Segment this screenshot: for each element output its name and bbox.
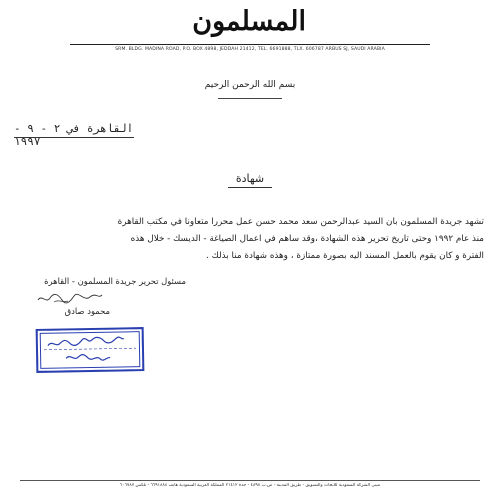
letterhead-footer: مبنى الشركة السعودية للأبحاث والتسويق - طريق المدينة - ص.ب ٤٨٩٨ - جدة ٢١٤١٢ المملكة العربية السعودية هاتف ٦٦٩١٨٨٨ - تلكس ٦٠٦٧٨٧ — [119, 483, 381, 488]
basmala: بسم الله الرحمن الرحيم — [204, 80, 296, 90]
newspaper-logo — [192, 4, 306, 40]
basmala-underline — [218, 98, 282, 99]
signer-name: محمود صادق — [64, 306, 110, 316]
logo-text: المسلمون — [192, 6, 306, 37]
body-line: الفترة و كان يقوم بالعمل المسند اليه بصورة ممتازة ، وهذه شهادة منا بذلك . — [206, 251, 484, 261]
certificate-body — [12, 214, 484, 265]
date-underline — [14, 137, 134, 138]
header-divider — [70, 44, 430, 45]
company-stamp — [36, 327, 145, 373]
body-line: تشهد جريدة المسلمون بان السيد عبدالرحمن سعد محمد حسن عمل محررا متعاونا في مكتب القاهرة — [117, 217, 484, 227]
signer-title: مسئول تحرير جريدة المسلمون - القاهرة — [44, 276, 186, 286]
handwritten-signature — [34, 290, 104, 306]
title-underline — [228, 187, 272, 188]
body-line: منذ عام ١٩٩٢ وحتى تاريخ تحرير هذه الشهادة ،وقد ساهم في اعمال الصياغة - الديسك - خلال هذه — [130, 234, 484, 244]
letterhead-address: SRM. BLDG. MADINA ROAD, P.O. BOX 4898, JEDDAH 21412, TEL. 6691888, TLX. 606787 ARBUS SJ, SAUDI ARABIA — [115, 47, 385, 52]
certificate-title: شهادة — [235, 172, 265, 185]
letter-date: القاهرة في ٢ - ٩ - ١٩٩٧ — [14, 122, 134, 148]
footer-divider — [20, 480, 480, 481]
